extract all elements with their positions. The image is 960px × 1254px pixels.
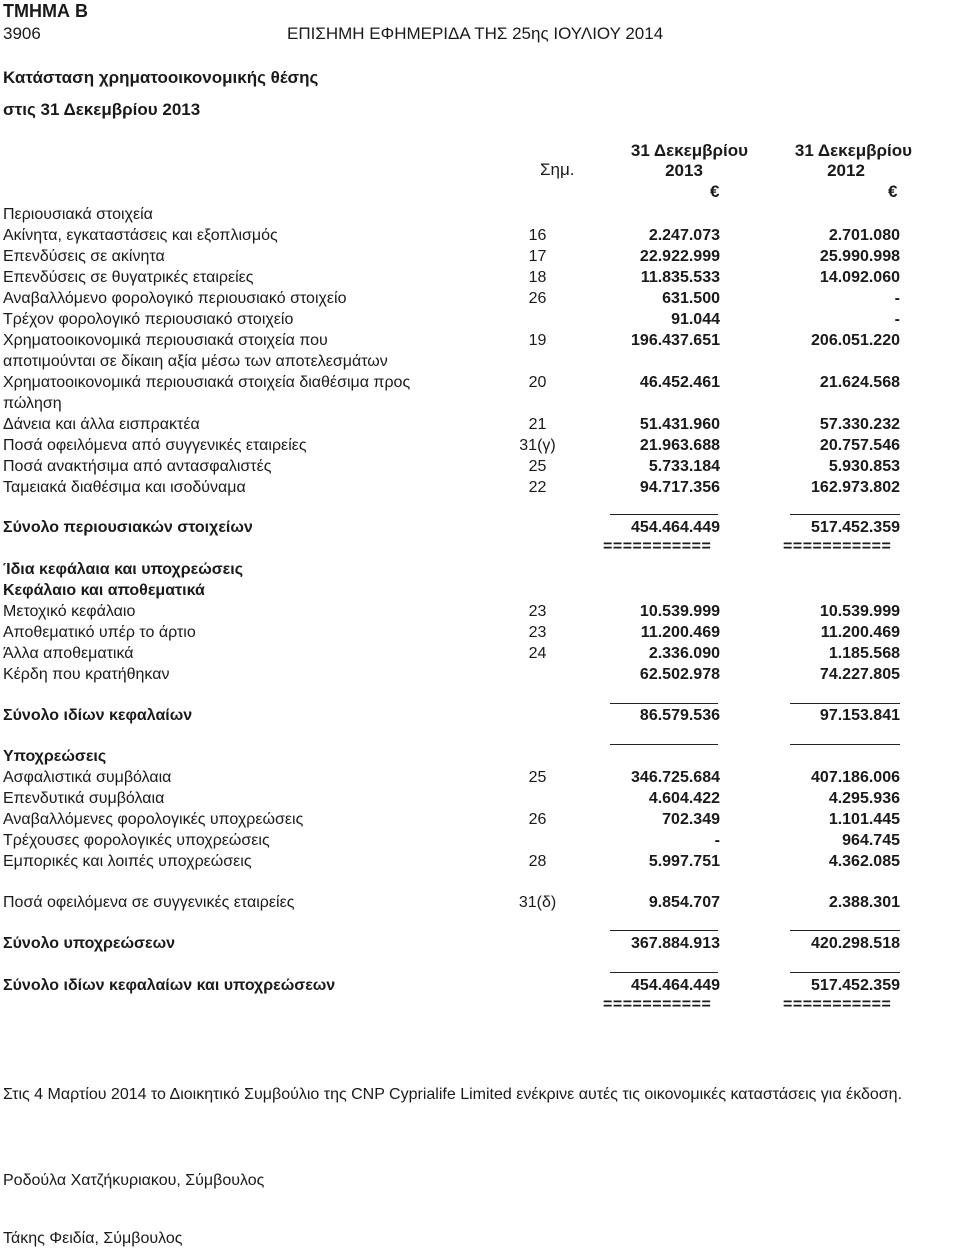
row-value-2012: 74.227.805 bbox=[819, 666, 900, 683]
row-label: Επενδύσεις σε θυγατρικές εταιρείες bbox=[3, 269, 254, 286]
row-value-2012: 1.185.568 bbox=[828, 645, 900, 662]
row-note: 19 bbox=[528, 332, 547, 349]
row-note: 17 bbox=[528, 248, 547, 265]
table-row bbox=[0, 623, 960, 643]
row-value-2013: 94.717.356 bbox=[639, 479, 720, 496]
row-note: 25 bbox=[528, 458, 547, 475]
row-label: πώληση bbox=[3, 395, 62, 412]
row-label: Σύνολο υποχρεώσεων bbox=[3, 935, 175, 952]
row-value-2012: 57.330.232 bbox=[819, 416, 900, 433]
subtotal-rule bbox=[790, 703, 900, 704]
col-2012-header-line2: 2012 bbox=[827, 161, 865, 180]
row-value-2013: 11.200.469 bbox=[640, 624, 720, 641]
approval-paragraph: Στις 4 Μαρτίου 2014 το Διοικητικό Συμβούλιο της CNP Cyprialife Limited ενέκρινε αυτές τις οικονομικές καταστάσεις για έκδοση. bbox=[3, 1086, 903, 1103]
statement-title: Κατάσταση χρηματοοικονομικής θέσης bbox=[3, 68, 319, 87]
row-value-2013: 62.502.978 bbox=[639, 666, 720, 683]
currency-2013: € bbox=[710, 182, 720, 201]
table-row bbox=[0, 852, 960, 872]
row-value-2012: 517.452.359 bbox=[811, 977, 900, 994]
subtotal-rule bbox=[790, 930, 900, 931]
row-note: 23 bbox=[528, 624, 547, 641]
row-value-2012: 4.295.936 bbox=[828, 790, 900, 807]
row-value-2012: 97.153.841 bbox=[819, 707, 900, 724]
row-label: Επενδυτικά συμβόλαια bbox=[3, 790, 165, 807]
row-value-2013: 2.336.090 bbox=[648, 645, 720, 662]
signatory-2: Τάκης Φειδία, Σύμβουλος bbox=[3, 1230, 183, 1247]
row-label: Επενδύσεις σε ακίνητα bbox=[3, 248, 165, 265]
statement-date: στις 31 Δεκεμβρίου 2013 bbox=[3, 100, 201, 119]
signatory-1: Ροδούλα Χατζήκυριακου, Σύμβουλος bbox=[3, 1172, 265, 1189]
row-value-2012: 407.186.006 bbox=[811, 769, 900, 786]
row-label: Ακίνητα, εγκαταστάσεις και εξοπλισμός bbox=[3, 227, 278, 244]
row-label: Δάνεια και άλλα εισπρακτέα bbox=[3, 416, 200, 433]
row-value-2013: 5.997.751 bbox=[648, 853, 720, 870]
row-note: 25 bbox=[528, 769, 547, 786]
row-value-2013: 454.464.449 bbox=[631, 519, 720, 536]
row-value-2013: 346.725.684 bbox=[631, 769, 720, 786]
page-number: 3906 bbox=[3, 24, 41, 43]
note-column-header: Σημ. bbox=[540, 160, 575, 179]
section-label: ΤΜΗΜΑ Β bbox=[3, 1, 88, 21]
row-value-2012: 5.930.853 bbox=[828, 458, 900, 475]
table-row bbox=[0, 602, 960, 622]
row-label: Σύνολο ιδίων κεφαλαίων bbox=[3, 707, 193, 724]
row-value-2013: 454.464.449 bbox=[631, 977, 720, 994]
row-value-2012: 10.539.999 bbox=[819, 603, 900, 620]
row-value-2013: 631.500 bbox=[662, 290, 720, 307]
table-row bbox=[0, 518, 960, 538]
row-value-2013: 11.835.533 bbox=[640, 269, 720, 286]
row-note: 18 bbox=[528, 269, 547, 286]
table-row bbox=[0, 373, 960, 393]
table-row bbox=[0, 457, 960, 477]
row-value-2012: 162.973.802 bbox=[811, 479, 900, 496]
row-note: 26 bbox=[528, 811, 547, 828]
row-value-2013: 86.579.536 bbox=[639, 707, 720, 724]
row-note: 26 bbox=[528, 290, 547, 307]
row-note: 20 bbox=[528, 374, 547, 391]
row-label: Χρηματοοικονομικά περιουσιακά στοιχεία που bbox=[3, 332, 328, 349]
row-value-2013: 9.854.707 bbox=[648, 894, 720, 911]
row-label: Άλλα αποθεματικά bbox=[3, 645, 134, 662]
row-label: Κέρδη που κρατήθηκαν bbox=[3, 666, 170, 683]
subtotal-rule bbox=[790, 972, 900, 973]
row-note: 24 bbox=[528, 645, 547, 662]
table-row bbox=[0, 478, 960, 498]
row-label: Ποσά οφειλόμενα από συγγενικές εταιρείες bbox=[3, 437, 307, 454]
table-row bbox=[0, 789, 960, 809]
col-2013-header-line1: 31 Δεκεμβρίου bbox=[630, 141, 748, 160]
row-value-2013: 5.733.184 bbox=[648, 458, 720, 475]
row-label: Ασφαλιστικά συμβόλαια bbox=[3, 769, 172, 786]
row-value-2013: 196.437.651 bbox=[631, 332, 720, 349]
table-row bbox=[0, 268, 960, 288]
row-note: 23 bbox=[528, 603, 547, 620]
row-label: Ταμειακά διαθέσιμα και ισοδύναμα bbox=[3, 479, 246, 496]
row-value-2012: 20.757.546 bbox=[819, 437, 900, 454]
row-label: αποτιμούνται σε δίκαιη αξία μέσω των αποτελεσμάτων bbox=[3, 353, 388, 370]
table-row bbox=[0, 934, 960, 954]
subtotal-rule bbox=[610, 514, 718, 515]
row-label: Ποσά οφειλόμενα σε συγγενικές εταιρείες bbox=[3, 894, 295, 911]
table-row bbox=[0, 310, 960, 330]
row-note: 22 bbox=[528, 479, 547, 496]
row-value-2013: 91.044 bbox=[671, 311, 720, 328]
table-row bbox=[0, 247, 960, 267]
row-label: Περιουσιακά στοιχεία bbox=[3, 206, 153, 223]
row-value-2012: 2.701.080 bbox=[828, 227, 900, 244]
col-2012-header bbox=[750, 141, 912, 181]
table-row bbox=[0, 331, 960, 351]
row-value-2013: 21.963.688 bbox=[639, 437, 720, 454]
table-row bbox=[0, 810, 960, 830]
row-label: Υποχρεώσεις bbox=[3, 748, 107, 765]
table-row bbox=[0, 976, 960, 996]
table-row bbox=[0, 747, 960, 767]
gazette-title: ΕΠΙΣΗΜΗ ΕΦΗΜΕΡΙΔΑ ΤΗΣ 25ης ΙΟΥΛΙΟΥ 2014 bbox=[287, 24, 664, 43]
double-rule: =========== bbox=[603, 538, 712, 555]
row-note: 28 bbox=[528, 853, 547, 870]
row-label: Σύνολο περιουσιακών στοιχείων bbox=[3, 519, 253, 536]
subtotal-rule bbox=[790, 744, 900, 745]
row-value-2013: 46.452.461 bbox=[639, 374, 720, 391]
table-row bbox=[0, 226, 960, 246]
row-value-2013: 22.922.999 bbox=[639, 248, 720, 265]
row-value-2013: 702.349 bbox=[662, 811, 720, 828]
row-label: Χρηματοοικονομικά περιουσιακά στοιχεία διαθέσιμα προς bbox=[3, 374, 411, 391]
subtotal-rule bbox=[610, 930, 718, 931]
row-value-2012: 11.200.469 bbox=[820, 624, 900, 641]
double-rule: =========== bbox=[603, 996, 712, 1013]
col-2012-header-line1: 31 Δεκεμβρίου bbox=[794, 141, 912, 160]
row-label: Κεφάλαιο και αποθεματικά bbox=[3, 582, 205, 599]
row-note: 21 bbox=[528, 416, 547, 433]
table-row bbox=[0, 436, 960, 456]
row-label: Τρέχον φορολογικό περιουσιακό στοιχείο bbox=[3, 311, 294, 328]
table-row bbox=[0, 768, 960, 788]
currency-2012: € bbox=[888, 182, 898, 201]
row-value-2012: 420.298.518 bbox=[811, 935, 900, 952]
row-value-2013: - bbox=[714, 832, 720, 849]
row-label: Τρέχουσες φορολογικές υποχρεώσεις bbox=[3, 832, 270, 849]
table-row bbox=[0, 415, 960, 435]
row-value-2013: 367.884.913 bbox=[631, 935, 720, 952]
table-row bbox=[0, 289, 960, 309]
col-2013-header-line2: 2013 bbox=[665, 161, 703, 180]
row-value-2012: - bbox=[894, 290, 900, 307]
row-label: Μετοχικό κεφάλαιο bbox=[3, 603, 136, 620]
row-value-2012: 4.362.085 bbox=[828, 853, 900, 870]
table-row bbox=[0, 644, 960, 664]
row-note: 31(γ) bbox=[519, 437, 556, 454]
table-row bbox=[0, 560, 960, 580]
row-label: Σύνολο ιδίων κεφαλαίων και υποχρεώσεων bbox=[3, 977, 336, 994]
row-value-2012: 21.624.568 bbox=[819, 374, 900, 391]
subtotal-rule bbox=[610, 744, 718, 745]
double-rule: =========== bbox=[783, 996, 892, 1013]
row-value-2012: - bbox=[894, 311, 900, 328]
subtotal-rule bbox=[790, 514, 900, 515]
row-value-2012: 517.452.359 bbox=[811, 519, 900, 536]
row-label: Εμπορικές και λοιπές υποχρεώσεις bbox=[3, 853, 252, 870]
table-row bbox=[0, 893, 960, 913]
table-row bbox=[0, 581, 960, 601]
table-row bbox=[0, 706, 960, 726]
row-value-2012: 25.990.998 bbox=[819, 248, 900, 265]
row-value-2013: 4.604.422 bbox=[648, 790, 720, 807]
subtotal-rule bbox=[610, 703, 718, 704]
row-value-2013: 2.247.073 bbox=[648, 227, 720, 244]
table-row bbox=[0, 665, 960, 685]
table-row bbox=[0, 352, 960, 372]
row-value-2012: 14.092.060 bbox=[819, 269, 900, 286]
row-note: 16 bbox=[528, 227, 547, 244]
row-label: Ποσά ανακτήσιμα από αντασφαλιστές bbox=[3, 458, 272, 475]
row-note: 31(δ) bbox=[518, 894, 557, 911]
subtotal-rule bbox=[610, 972, 718, 973]
table-row bbox=[0, 831, 960, 851]
row-label: Αναβαλλόμενες φορολογικές υποχρεώσεις bbox=[3, 811, 304, 828]
row-value-2012: 964.745 bbox=[842, 832, 900, 849]
double-rule: =========== bbox=[783, 538, 892, 555]
row-label: Ίδια κεφάλαια και υποχρεώσεις bbox=[3, 561, 244, 578]
table-row bbox=[0, 394, 960, 414]
row-value-2012: 2.388.301 bbox=[828, 894, 900, 911]
row-label: Αναβαλλόμενο φορολογικό περιουσιακό στοιχείο bbox=[3, 290, 347, 307]
row-value-2013: 10.539.999 bbox=[639, 603, 720, 620]
row-value-2013: 51.431.960 bbox=[639, 416, 720, 433]
table-row bbox=[0, 205, 960, 225]
col-2013-header bbox=[590, 141, 748, 181]
row-value-2012: 1.101.445 bbox=[828, 811, 900, 828]
row-value-2012: 206.051.220 bbox=[811, 332, 900, 349]
row-label: Αποθεματικό υπέρ το άρτιο bbox=[3, 624, 196, 641]
